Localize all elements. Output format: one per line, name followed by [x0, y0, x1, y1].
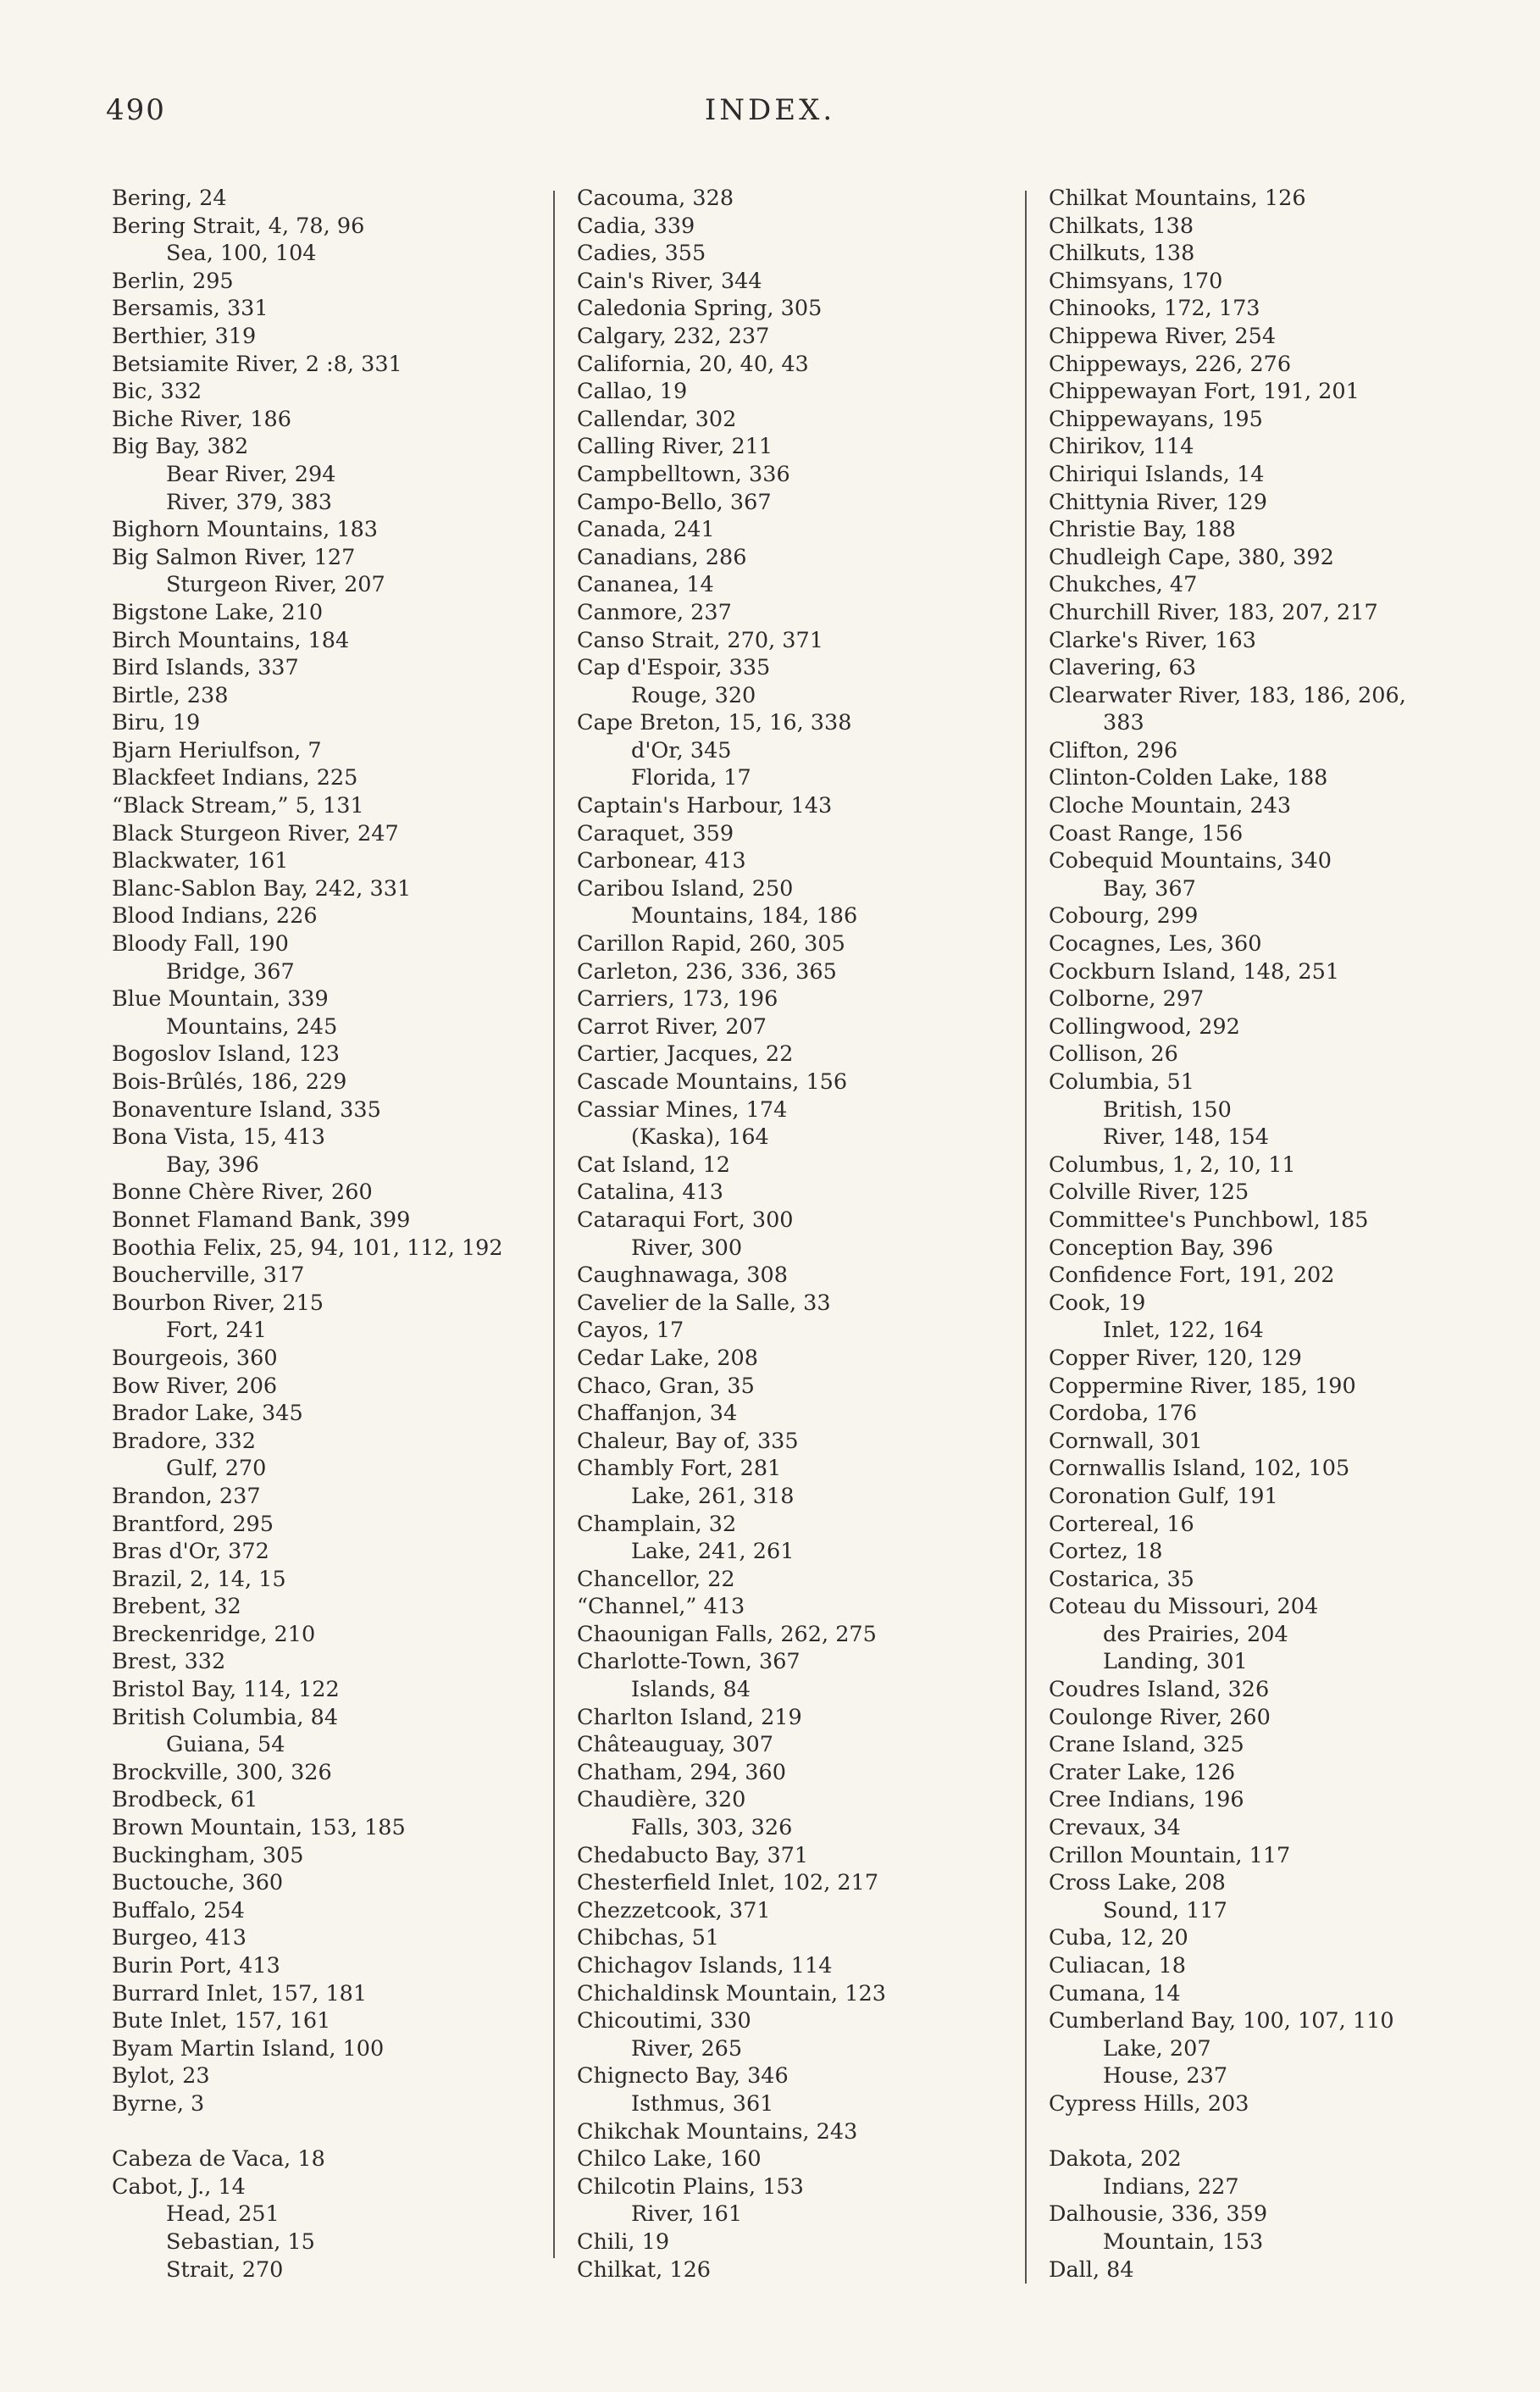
index-entry: Cabot, J., 14: [112, 2173, 246, 2200]
index-entry: Cayos, 17: [577, 1318, 684, 1344]
index-subentry: Gulf, 270: [166, 1456, 267, 1482]
index-entry: Confidence Fort, 191, 202: [1049, 1263, 1335, 1289]
index-entry: Cypress Hills, 203: [1049, 2090, 1249, 2117]
index-subentry: Falls, 303, 326: [631, 1815, 793, 1841]
index-entry: Caughnawaga, 308: [577, 1263, 788, 1289]
index-entry: Caribou Island, 250: [577, 875, 794, 902]
index-column-1: [112, 185, 503, 2284]
index-entry: Chaleur, Bay of, 335: [577, 1428, 799, 1454]
index-subentry: Head, 251: [166, 2201, 280, 2228]
index-column-3: [1049, 185, 1406, 2284]
index-entry: Coronation Gulf, 191: [1049, 1483, 1278, 1509]
index-entry: Cross Lake, 208: [1049, 1870, 1226, 1896]
index-subentry: River, 161: [631, 2201, 743, 2228]
index-entry: Biche River, 186: [112, 406, 291, 432]
index-subentry: d'Or, 345: [631, 737, 732, 763]
index-entry: Birch Mountains, 184: [112, 627, 350, 653]
index-entry: Brandon, 237: [112, 1483, 261, 1509]
index-subentry: Lake, 241, 261: [631, 1539, 795, 1565]
index-entry: Caraquet, 359: [577, 820, 734, 846]
index-entry: Bloody Fall, 190: [112, 931, 289, 957]
index-entry: Cortereal, 16: [1049, 1511, 1194, 1537]
index-entry: Bois-Brûlés, 186, 229: [112, 1069, 347, 1095]
index-entry: Cedar Lake, 208: [577, 1345, 758, 1371]
index-entry: Cat Island, 12: [577, 1152, 730, 1178]
index-entry: Crane Island, 325: [1049, 1732, 1244, 1758]
index-entry: Churchill River, 183, 207, 217: [1049, 599, 1378, 625]
index-entry: Biru, 19: [112, 710, 201, 736]
page-number: 490: [106, 93, 166, 127]
index-entry: Berlin, 295: [112, 268, 234, 294]
index-entry: Catalina, 413: [577, 1179, 723, 1206]
index-entry: Bradore, 332: [112, 1428, 256, 1454]
index-entry: Chittynia River, 129: [1049, 489, 1268, 515]
index-entry: Bourgeois, 360: [112, 1345, 278, 1371]
index-subentry: Lake, 207: [1103, 2035, 1211, 2062]
index-subentry: Inlet, 122, 164: [1103, 1318, 1264, 1344]
index-entry: Charlton Island, 219: [577, 1704, 802, 1730]
index-entry: California, 20, 40, 43: [577, 351, 809, 377]
index-subentry: Sea, 100, 104: [166, 241, 317, 267]
index-subentry: Florida, 17: [631, 765, 751, 791]
index-entry: Chippewa River, 254: [1049, 323, 1277, 349]
index-entry: Cacouma, 328: [577, 186, 734, 211]
index-entry: Chambly Fort, 281: [577, 1456, 782, 1482]
index-entry: Black Sturgeon River, 247: [112, 820, 399, 846]
index-subentry: Guiana, 54: [166, 1732, 285, 1758]
index-subentry: (Kaska), 164: [631, 1124, 769, 1151]
index-subentry: Isthmus, 361: [631, 2090, 774, 2117]
index-entry: Cavelier de la Salle, 33: [577, 1290, 831, 1316]
index-entry: Blackwater, 161: [112, 848, 289, 874]
index-entry: Bering, 24: [112, 186, 227, 211]
index-entry: Cornwallis Island, 102, 105: [1049, 1456, 1350, 1482]
index-entry: Chilcotin Plains, 153: [577, 2173, 804, 2200]
index-entry: Colborne, 297: [1049, 986, 1205, 1013]
index-entry: Culiacan, 18: [1049, 1953, 1187, 1979]
index-entry: Brown Mountain, 153, 185: [112, 1815, 406, 1841]
index-entry: Brodbeck, 61: [112, 1787, 258, 1813]
index-entry: Chaco, Gran, 35: [577, 1373, 755, 1399]
index-entry: Buctouche, 360: [112, 1870, 284, 1896]
index-entry: Chilkat, 126: [577, 2256, 712, 2283]
index-entry: Coteau du Missouri, 204: [1049, 1594, 1319, 1620]
index-entry: Committee's Punchbowl, 185: [1049, 1207, 1369, 1233]
index-entry: Cananea, 14: [577, 572, 714, 598]
index-entry: Cobourg, 299: [1049, 903, 1199, 930]
index-entry: Buffalo, 254: [112, 1897, 245, 1923]
index-entry: Copper River, 120, 129: [1049, 1345, 1302, 1371]
index-entry: Columbia, 51: [1049, 1069, 1194, 1095]
index-entry: Chatham, 294, 360: [577, 1759, 786, 1785]
index-entry: Charlotte-Town, 367: [577, 1649, 800, 1675]
index-entry: Clearwater River, 183, 186, 206,: [1049, 682, 1406, 708]
index-entry: Canso Strait, 270, 371: [577, 627, 823, 653]
index-entry: Carbonear, 413: [577, 848, 746, 874]
section-gap: [1049, 2118, 1406, 2146]
index-entry: Cordoba, 176: [1049, 1401, 1198, 1427]
index-entry: Cook, 19: [1049, 1290, 1146, 1316]
index-entry: Chesterfield Inlet, 102, 217: [577, 1870, 879, 1896]
index-entry: Collison, 26: [1049, 1041, 1178, 1068]
index-subentry: River, 379, 383: [166, 489, 333, 515]
index-subentry: Sound, 117: [1103, 1897, 1227, 1923]
index-entry: Dalhousie, 336, 359: [1049, 2201, 1268, 2228]
index-entry: Berthier, 319: [112, 323, 257, 349]
index-entry: Cassiar Mines, 174: [577, 1096, 788, 1123]
index-entry: Brantford, 295: [112, 1511, 274, 1537]
index-entry: Dall, 84: [1049, 2256, 1134, 2283]
index-entry: Chippewayan Fort, 191, 201: [1049, 379, 1360, 405]
index-entry: Columbus, 1, 2, 10, 11: [1049, 1152, 1296, 1178]
index-entry: Cadies, 355: [577, 241, 706, 267]
index-entry: Costarica, 35: [1049, 1566, 1194, 1592]
index-entry: Châteauguay, 307: [577, 1732, 773, 1758]
index-entry: Clarke's River, 163: [1049, 627, 1256, 653]
index-entry: Chaffanjon, 34: [577, 1401, 738, 1427]
index-entry: Chilkat Mountains, 126: [1049, 186, 1306, 211]
index-entry: Chili, 19: [577, 2228, 670, 2255]
index-entry: Bonne Chère River, 260: [112, 1179, 373, 1206]
page-title: INDEX.: [704, 93, 836, 127]
index-entry: Carrot River, 207: [577, 1013, 767, 1040]
index-subentry: Sturgeon River, 207: [166, 572, 385, 598]
index-entry: Cain's River, 344: [577, 268, 762, 294]
index-entry: Big Salmon River, 127: [112, 544, 356, 570]
index-subentry: Bridge, 367: [166, 958, 295, 985]
index-entry-continuation: 383: [1103, 710, 1144, 736]
index-entry: Callendar, 302: [577, 406, 737, 432]
index-entry: Bersamis, 331: [112, 296, 269, 322]
index-entry: Dakota, 202: [1049, 2146, 1182, 2173]
index-entry: Clifton, 296: [1049, 737, 1178, 763]
index-entry: Blackfeet Indians, 225: [112, 765, 358, 791]
index-entry: Burin Port, 413: [112, 1953, 280, 1979]
index-entry: Chilkuts, 138: [1049, 241, 1195, 267]
section-gap: [112, 2118, 503, 2146]
index-entry: Chikchak Mountains, 243: [577, 2118, 858, 2145]
index-entry: Chinooks, 172, 173: [1049, 296, 1260, 322]
index-entry: Boucherville, 317: [112, 1263, 305, 1289]
index-entry: Bristol Bay, 114, 122: [112, 1677, 340, 1703]
index-entry: Cumberland Bay, 100, 107, 110: [1049, 2008, 1394, 2034]
index-subentry: Strait, 270: [166, 2256, 284, 2283]
index-entry: Chaounigan Falls, 262, 275: [577, 1621, 877, 1647]
index-subentry: River, 300: [631, 1235, 743, 1261]
index-subentry: Bay, 396: [166, 1152, 259, 1178]
index-entry: Caledonia Spring, 305: [577, 296, 823, 322]
index-entry: Brest, 332: [112, 1649, 226, 1675]
index-entry: Cortez, 18: [1049, 1539, 1163, 1565]
index-entry: Chibchas, 51: [577, 1925, 720, 1951]
index-subentry: Bay, 367: [1103, 875, 1196, 902]
index-entry: Clinton-Colden Lake, 188: [1049, 765, 1328, 791]
index-entry: Big Bay, 382: [112, 434, 249, 460]
index-entry: Bigstone Lake, 210: [112, 599, 324, 625]
index-entry: Cobequid Mountains, 340: [1049, 848, 1332, 874]
index-entry: Chedabucto Bay, 371: [577, 1842, 809, 1868]
index-entry: Bighorn Mountains, 183: [112, 517, 379, 543]
index-entry: Bird Islands, 337: [112, 655, 299, 681]
index-entry: Cataraqui Fort, 300: [577, 1207, 794, 1233]
index-entry: Coppermine River, 185, 190: [1049, 1373, 1356, 1399]
column-divider: [1025, 191, 1027, 2284]
index-subentry: Indians, 227: [1103, 2173, 1239, 2200]
index-subentry: Mountain, 153: [1103, 2228, 1264, 2255]
index-column-2: [577, 185, 886, 2284]
index-entry: Bute Inlet, 157, 161: [112, 2008, 331, 2034]
index-entry: Crevaux, 34: [1049, 1815, 1181, 1841]
index-entry: Cumana, 14: [1049, 1980, 1181, 2006]
index-entry: Conception Bay, 396: [1049, 1235, 1274, 1261]
index-entry: Cornwall, 301: [1049, 1428, 1203, 1454]
index-subentry: River, 148, 154: [1103, 1124, 1270, 1151]
column-divider: [553, 191, 555, 2258]
index-entry: British Columbia, 84: [112, 1704, 339, 1730]
index-entry: Carleton, 236, 336, 365: [577, 958, 837, 985]
index-entry: Canmore, 237: [577, 599, 732, 625]
index-entry: Buckingham, 305: [112, 1842, 304, 1868]
index-entry: Brockville, 300, 326: [112, 1759, 332, 1785]
index-entry: Chicoutimi, 330: [577, 2008, 751, 2034]
index-subentry: Lake, 261, 318: [631, 1483, 795, 1509]
index-entry: Cree Indians, 196: [1049, 1787, 1244, 1813]
index-entry: Chaudière, 320: [577, 1787, 746, 1813]
index-entry: Chilkats, 138: [1049, 213, 1194, 239]
index-entry: Blue Mountain, 339: [112, 986, 329, 1013]
index-entry: Chippeways, 226, 276: [1049, 351, 1292, 377]
index-entry: Bic, 332: [112, 379, 202, 405]
index-entry: Captain's Harbour, 143: [577, 793, 833, 819]
index-entry: Bow River, 206: [112, 1373, 278, 1399]
index-entry: Canada, 241: [577, 517, 715, 543]
index-entry: Crillon Mountain, 117: [1049, 1842, 1291, 1868]
index-entry: Bylot, 23: [112, 2063, 210, 2090]
index-subentry: Rouge, 320: [631, 682, 756, 708]
index-entry: Cloche Mountain, 243: [1049, 793, 1292, 819]
index-entry: Collingwood, 292: [1049, 1013, 1240, 1040]
index-entry: Cap d'Espoir, 335: [577, 655, 771, 681]
index-entry: Cockburn Island, 148, 251: [1049, 958, 1340, 985]
index-entry: Chichaldinsk Mountain, 123: [577, 1980, 886, 2006]
index-entry: Clavering, 63: [1049, 655, 1197, 681]
index-entry: Callao, 19: [577, 379, 688, 405]
index-entry: Bonnet Flamand Bank, 399: [112, 1207, 411, 1233]
index-entry: Calgary, 232, 237: [577, 323, 770, 349]
index-entry: Coast Range, 156: [1049, 820, 1244, 846]
index-subentry: Mountains, 184, 186: [631, 903, 858, 930]
index-entry: Chirikov, 114: [1049, 434, 1194, 460]
index-entry: Burgeo, 413: [112, 1925, 247, 1951]
index-subentry: Sebastian, 15: [166, 2228, 315, 2255]
index-subentry: Mountains, 245: [166, 1013, 338, 1040]
index-entry: Cabeza de Vaca, 18: [112, 2146, 325, 2173]
index-entry: Byam Martin Island, 100: [112, 2035, 385, 2062]
index-subentry: River, 265: [631, 2035, 743, 2062]
index-entry: Chukches, 47: [1049, 572, 1198, 598]
index-entry: Brador Lake, 345: [112, 1401, 303, 1427]
index-subentry: House, 237: [1103, 2063, 1228, 2090]
index-entry: Brazil, 2, 14, 15: [112, 1566, 286, 1592]
index-entry: Bonaventure Island, 335: [112, 1096, 381, 1123]
index-entry: Carillon Rapid, 260, 305: [577, 931, 845, 957]
index-entry: Birtle, 238: [112, 682, 229, 708]
index-entry: Champlain, 32: [577, 1511, 737, 1537]
index-entry: Bona Vista, 15, 413: [112, 1124, 326, 1151]
index-entry: Campo-Bello, 367: [577, 489, 772, 515]
index-entry: “Channel,” 413: [577, 1594, 745, 1620]
index-entry: Blood Indians, 226: [112, 903, 318, 930]
index-entry: Bras d'Or, 372: [112, 1539, 269, 1565]
index-entry: Cuba, 12, 20: [1049, 1925, 1188, 1951]
index-entry: Crater Lake, 126: [1049, 1759, 1236, 1785]
index-entry: Bourbon River, 215: [112, 1290, 324, 1316]
index-entry: Brebent, 32: [112, 1594, 241, 1620]
index-entry: Chiriqui Islands, 14: [1049, 461, 1265, 487]
page-header: [0, 93, 1540, 144]
index-subentry: Fort, 241: [166, 1318, 267, 1344]
index-entry: Chezzetcook, 371: [577, 1897, 771, 1923]
index-entry: Bjarn Heriulfson, 7: [112, 737, 322, 763]
index-entry: Bogoslov Island, 123: [112, 1041, 341, 1068]
index-entry: Chancellor, 22: [577, 1566, 735, 1592]
index-entry: Chignecto Bay, 346: [577, 2063, 789, 2090]
index-subentry: Landing, 301: [1103, 1649, 1248, 1675]
index-subentry: Bear River, 294: [166, 461, 336, 487]
index-entry: Christie Bay, 188: [1049, 517, 1236, 543]
index-entry: Canadians, 286: [577, 544, 747, 570]
index-entry: Cocagnes, Les, 360: [1049, 931, 1262, 957]
index-entry: Chippewayans, 195: [1049, 406, 1263, 432]
index-entry: Coudres Island, 326: [1049, 1677, 1270, 1703]
index-entry: Cascade Mountains, 156: [577, 1069, 848, 1095]
index-entry: Blanc-Sablon Bay, 242, 331: [112, 875, 412, 902]
index-entry: Breckenridge, 210: [112, 1621, 316, 1647]
index-entry: Chudleigh Cape, 380, 392: [1049, 544, 1334, 570]
index-entry: Cadia, 339: [577, 213, 695, 239]
index-entry: Byrne, 3: [112, 2090, 205, 2117]
index-entry: Coulonge River, 260: [1049, 1704, 1271, 1730]
index-entry: Calling River, 211: [577, 434, 773, 460]
index-entry: Campbelltown, 336: [577, 461, 790, 487]
index-entry: Burrard Inlet, 157, 181: [112, 1980, 368, 2006]
index-entry: Colville River, 125: [1049, 1179, 1249, 1206]
index-entry: Chilco Lake, 160: [577, 2146, 762, 2173]
index-entry: “Black Stream,” 5, 131: [112, 793, 364, 819]
index-entry: Carriers, 173, 196: [577, 986, 778, 1013]
index-entry: Cape Breton, 15, 16, 338: [577, 710, 852, 736]
index-entry: Betsiamite River, 2 :8, 331: [112, 351, 402, 377]
index-subentry: Islands, 84: [631, 1677, 751, 1703]
index-entry: Chimsyans, 170: [1049, 268, 1223, 294]
index-subentry: British, 150: [1103, 1096, 1232, 1123]
index-entry: Cartier, Jacques, 22: [577, 1041, 794, 1068]
index-entry: Boothia Felix, 25, 94, 101, 112, 192: [112, 1235, 503, 1261]
index-entry: Bering Strait, 4, 78, 96: [112, 213, 365, 239]
index-subentry: des Prairies, 204: [1103, 1621, 1288, 1647]
index-entry: Chichagov Islands, 114: [577, 1953, 833, 1979]
